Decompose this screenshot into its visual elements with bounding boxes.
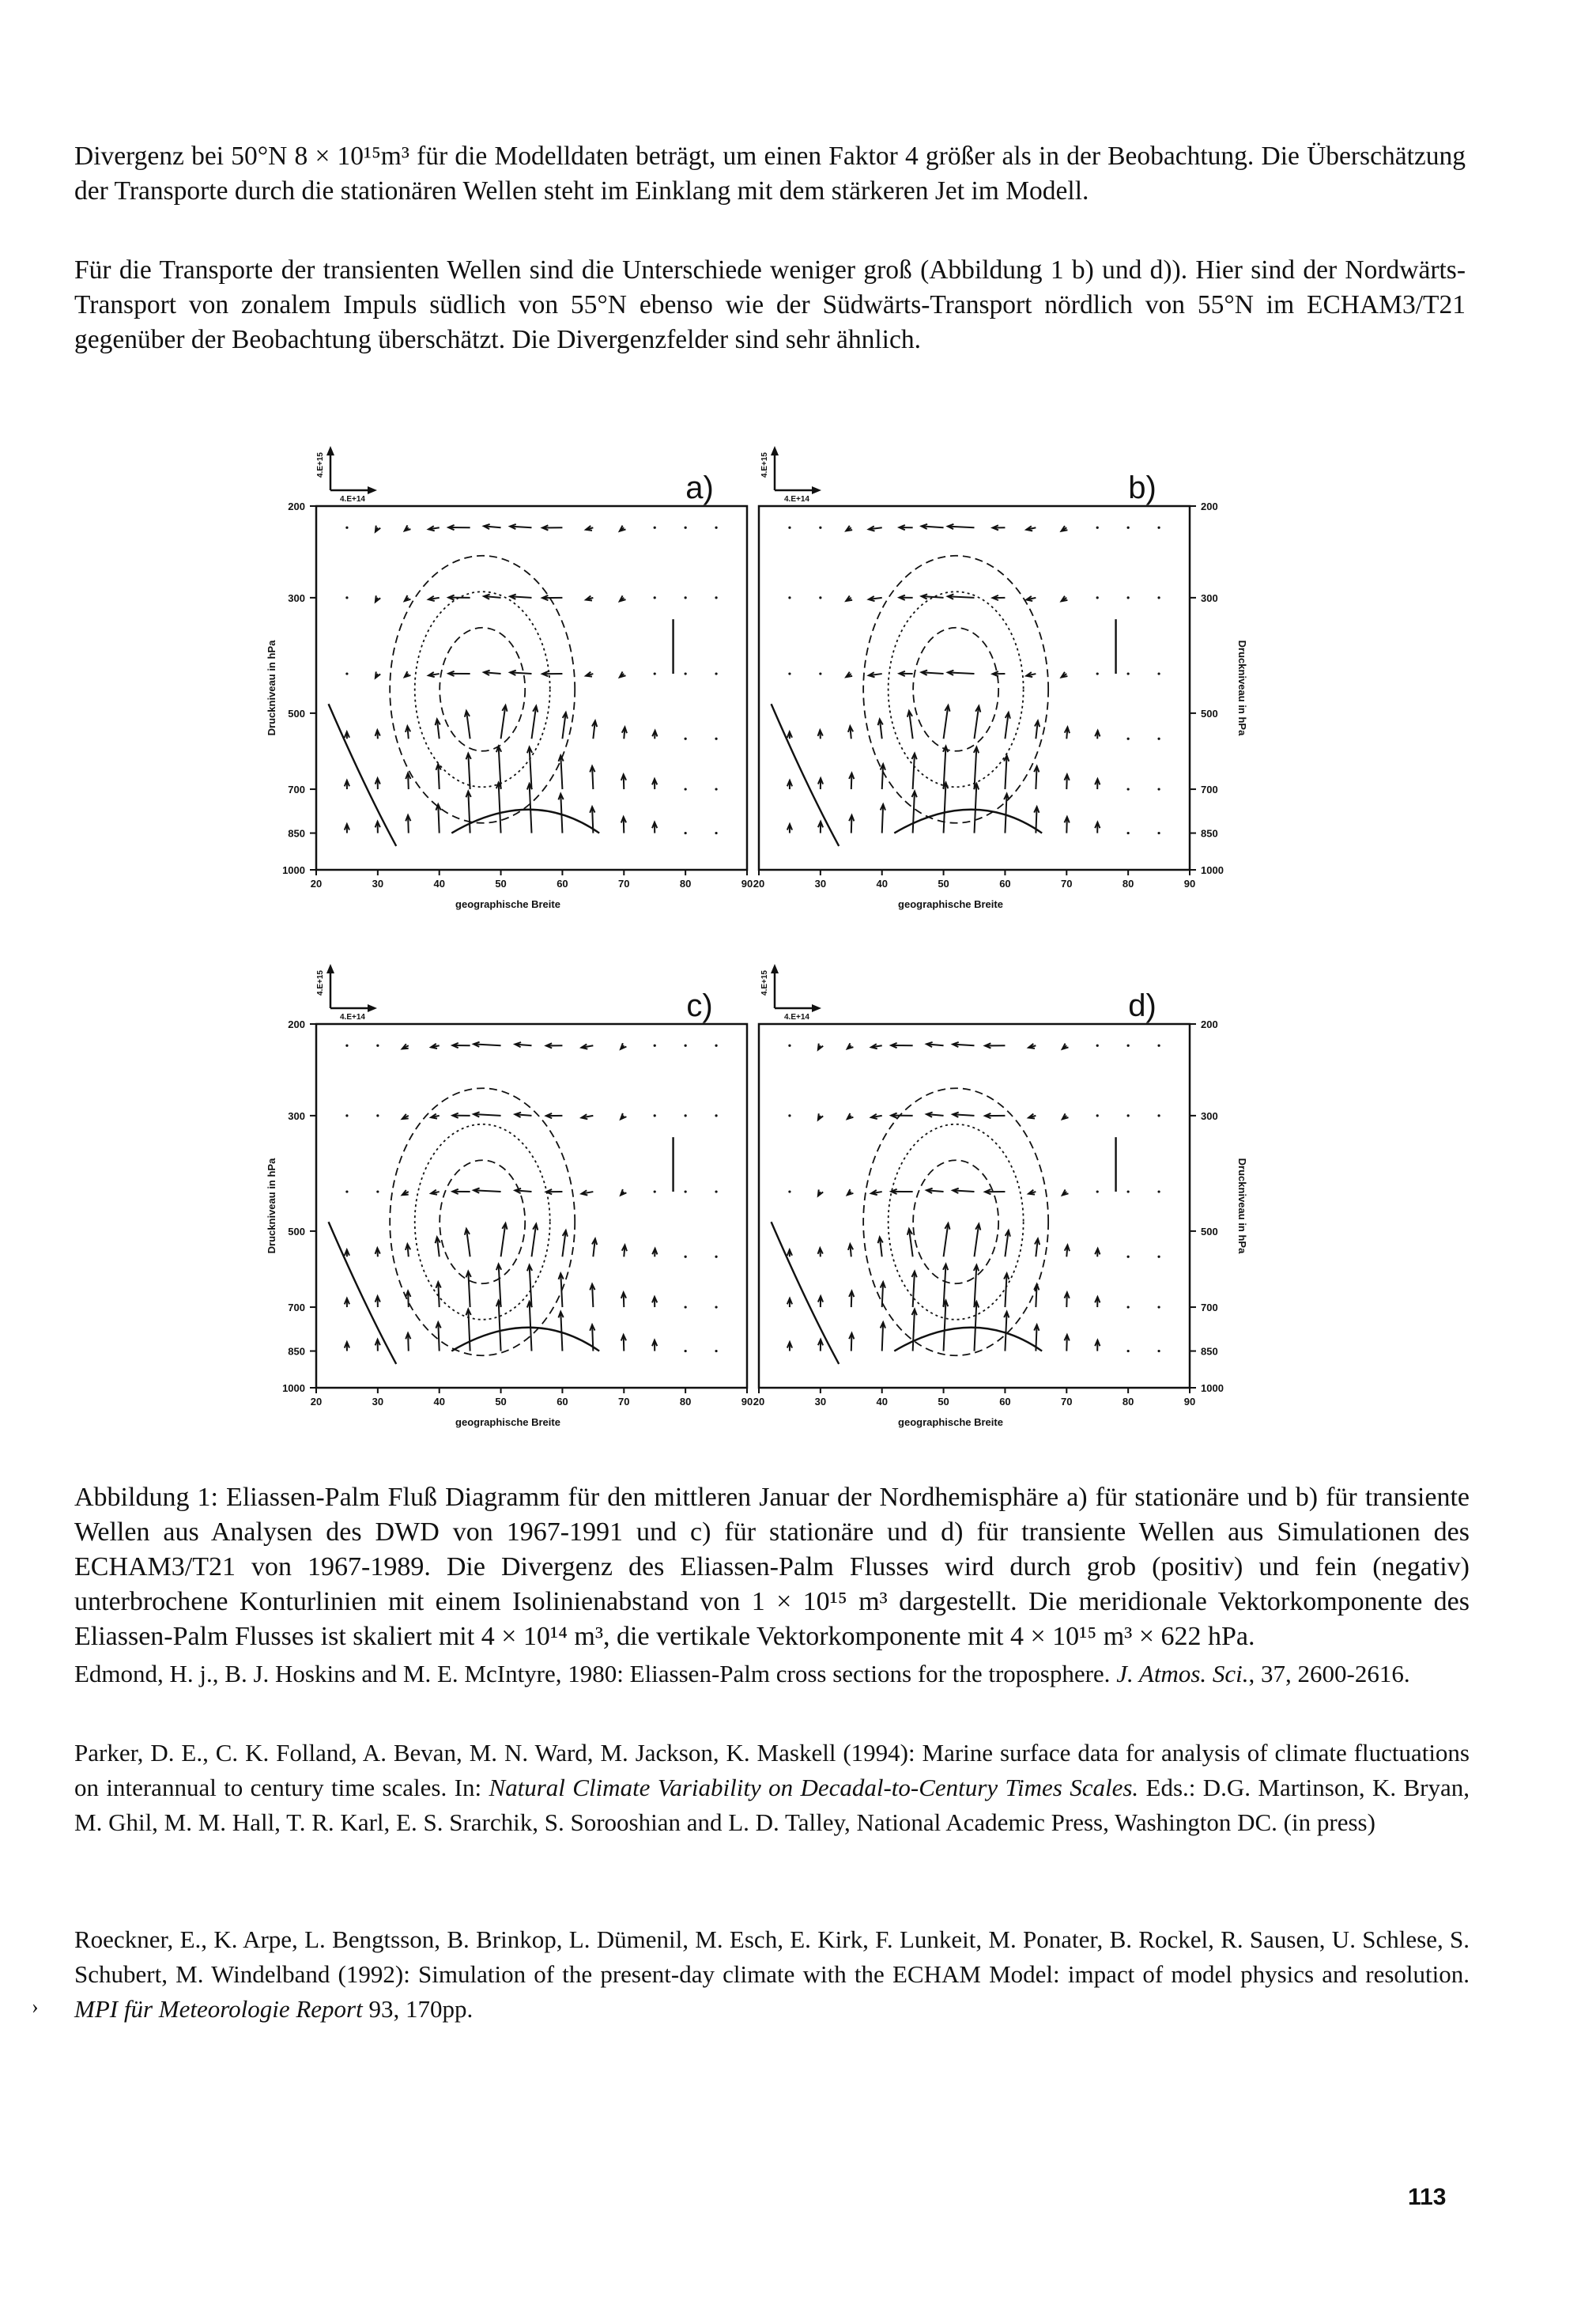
arrow-head xyxy=(771,964,779,973)
vector-dot xyxy=(685,672,687,675)
vector-dot xyxy=(715,672,717,675)
flux-vector xyxy=(438,804,439,833)
flux-vector xyxy=(975,1302,977,1351)
reference-vertical-label: 4.E+15 xyxy=(316,452,325,478)
divergence-contour-negative xyxy=(440,628,525,751)
caption-text: Eliassen-Palm Fluß Diagramm für den mittleren Januar der Nordhemisphäre a) für stationäre und b) für transiente Wellen aus Analysen des DWD von 1967-1991 und c) für stationäre und d) für transiente Wellen aus Simulationen des ECHAM3/T21 von 1967-1989. Die Divergenz des Eliassen-Palm Flusses wird durch grob (positiv) und fein (negativ) unterbrochene Konturlinien mit einem Isolinienabstand von 1 × 10¹⁵ m³ dargestellt. Die meridionale Vektorkomponente des Eliassen-Palm Flusses ist skaliert mit 4 × 10¹⁴ m³, die vertikale Vektorkomponente mit 4 × 10¹⁵ m³ × 622 hPa. xyxy=(74,1483,1470,1651)
arrow-head xyxy=(812,486,821,494)
x-axis-label: geographische Breite xyxy=(898,898,1003,910)
x-tick-label: 50 xyxy=(495,878,507,890)
flux-vector xyxy=(913,1272,915,1307)
x-tick-label: 90 xyxy=(741,878,753,890)
divergence-contour-negative xyxy=(889,591,1024,787)
reference-horizontal-label: 4.E+14 xyxy=(784,1013,809,1022)
flux-vector xyxy=(560,755,562,789)
vector-dot xyxy=(1127,672,1130,675)
y-tick-label: 1000 xyxy=(1201,1382,1224,1394)
vector-dot xyxy=(345,1190,348,1192)
x-tick-label: 60 xyxy=(557,878,568,890)
vector-dot xyxy=(1127,1190,1130,1192)
vector-dot xyxy=(1127,1045,1130,1047)
vector-dot xyxy=(715,788,717,790)
divergence-contour-positive xyxy=(894,1328,1042,1351)
y-tick-label: 850 xyxy=(1201,1345,1218,1358)
y-tick-label: 850 xyxy=(288,1345,305,1358)
flux-vector xyxy=(882,1322,883,1351)
flux-vector xyxy=(468,1272,470,1307)
x-tick-label: 20 xyxy=(310,878,323,890)
y-axis-label: Druckniveau in hPa xyxy=(1236,640,1248,736)
flux-vector xyxy=(1005,1273,1006,1307)
y-tick-label: 300 xyxy=(288,591,305,604)
vector-dot xyxy=(654,1114,656,1117)
x-tick-label: 80 xyxy=(679,1396,692,1408)
reference-horizontal-label: 4.E+14 xyxy=(340,495,365,504)
x-tick-label: 60 xyxy=(999,878,1011,890)
y-tick-label: 700 xyxy=(1201,1302,1218,1314)
panel-label: c) xyxy=(686,988,713,1023)
x-tick-label: 20 xyxy=(753,878,765,890)
y-tick-label: 700 xyxy=(1201,784,1218,796)
y-tick-label: 300 xyxy=(288,1109,305,1122)
flux-vector xyxy=(499,783,501,833)
vector-dot xyxy=(1127,1256,1130,1258)
flux-vector xyxy=(913,1309,915,1351)
vector-dot xyxy=(1127,1350,1130,1352)
vector-dot xyxy=(715,1114,717,1117)
panel-d xyxy=(735,937,1273,1443)
flux-vector xyxy=(882,804,883,833)
margin-mark: › xyxy=(32,1995,39,2018)
vector-dot xyxy=(715,1256,717,1258)
flux-vector xyxy=(975,784,977,833)
y-tick-label: 200 xyxy=(1201,501,1218,512)
divergence-contour-negative xyxy=(863,1088,1048,1355)
x-tick-label: 40 xyxy=(876,1396,888,1408)
flux-vector xyxy=(1005,794,1006,833)
x-tick-label: 80 xyxy=(1122,878,1134,890)
vector-dot xyxy=(1157,1114,1160,1117)
reference-vertical-label: 4.E+15 xyxy=(760,970,769,996)
y-tick-label: 500 xyxy=(1201,1225,1218,1238)
flux-vector xyxy=(1005,1312,1006,1351)
vector-dot xyxy=(685,527,687,529)
y-axis-label: Druckniveau in hPa xyxy=(1236,1158,1248,1254)
vector-dot xyxy=(654,1190,656,1192)
vector-dot xyxy=(1157,527,1160,529)
x-tick-label: 20 xyxy=(753,1396,765,1408)
vector-dot xyxy=(1127,1306,1130,1308)
flux-vector xyxy=(913,754,915,789)
vector-dot xyxy=(819,672,821,675)
x-tick-label: 60 xyxy=(999,1396,1011,1408)
divergence-contour-negative xyxy=(913,1160,998,1283)
divergence-contour-negative xyxy=(415,1124,550,1320)
reference-1: Edmond, H. j., B. J. Hoskins and M. E. McIntyre, 1980: Eliassen-Palm cross sections for the troposphere. J. Atmos. Sci., 37, 2600-2616. xyxy=(74,1660,1410,1687)
vector-dot xyxy=(1127,832,1130,834)
vector-dot xyxy=(715,1350,717,1352)
x-tick-label: 50 xyxy=(938,1396,949,1408)
reference-vertical-label: 4.E+15 xyxy=(316,970,325,996)
y-tick-label: 300 xyxy=(1201,591,1218,604)
x-tick-label: 40 xyxy=(433,878,445,890)
x-tick-label: 70 xyxy=(1061,878,1073,890)
y-tick-label: 700 xyxy=(288,1302,305,1314)
vector-dot xyxy=(715,1190,717,1192)
body-paragraph-2: Für die Transporte der transienten Wellen sind die Unterschiede weniger groß (Abbildung 1 b) und d)). Hier sind der Nordwärts-Transport von zonalem Impuls südlich von 55°N ebenso wie der Südwärts-Transport nördlich von 55°N im ECHAM3/T21 gegenüber der Beobachtung überschätzt. Die Divergenzfelder sind sehr ähnlich. xyxy=(74,255,1466,354)
x-tick-label: 90 xyxy=(1183,1396,1196,1408)
y-tick-label: 850 xyxy=(288,827,305,840)
vector-dot xyxy=(654,527,656,529)
vector-dot xyxy=(685,1114,687,1117)
vector-dot xyxy=(654,1045,656,1047)
vector-dot xyxy=(1157,1190,1160,1192)
vector-dot xyxy=(1157,788,1160,790)
vector-dot xyxy=(715,596,717,599)
y-tick-label: 200 xyxy=(288,501,305,512)
vector-dot xyxy=(788,596,790,599)
reference-horizontal-label: 4.E+14 xyxy=(340,1013,365,1022)
caption-label: Abbildung 1: xyxy=(74,1483,218,1512)
y-tick-label: 200 xyxy=(1201,1018,1218,1030)
vector-dot xyxy=(345,672,348,675)
vector-dot xyxy=(1127,1114,1130,1117)
vector-dot xyxy=(1096,596,1099,599)
vector-dot xyxy=(1127,738,1130,740)
y-tick-label: 1000 xyxy=(282,864,305,876)
x-tick-label: 30 xyxy=(372,878,384,890)
panel-a xyxy=(253,419,759,925)
y-tick-label: 500 xyxy=(288,1225,305,1238)
vector-dot xyxy=(1157,1256,1160,1258)
vector-dot xyxy=(1157,1045,1160,1047)
y-tick-label: 500 xyxy=(288,707,305,720)
divergence-contour-negative xyxy=(390,1088,575,1355)
vector-dot xyxy=(376,1045,379,1047)
vector-dot xyxy=(685,1190,687,1192)
x-axis-label: geographische Breite xyxy=(455,1416,560,1428)
vector-dot xyxy=(654,672,656,675)
panel-b xyxy=(735,419,1273,925)
arrow-head xyxy=(326,446,334,455)
vector-dot xyxy=(376,1114,379,1117)
panel-c xyxy=(253,937,759,1443)
y-axis-label: Druckniveau in hPa xyxy=(266,640,277,736)
vector-dot xyxy=(1157,672,1160,675)
x-tick-label: 40 xyxy=(876,878,888,890)
arrow-head xyxy=(326,964,334,973)
x-tick-label: 80 xyxy=(679,878,692,890)
flux-vector xyxy=(913,792,915,833)
vector-dot xyxy=(1096,1045,1099,1047)
y-tick-label: 850 xyxy=(1201,827,1218,840)
x-tick-label: 30 xyxy=(814,1396,827,1408)
vector-dot xyxy=(1157,596,1160,599)
flux-vector xyxy=(499,1301,501,1351)
x-tick-label: 50 xyxy=(938,878,949,890)
vector-dot xyxy=(1127,596,1130,599)
vector-dot xyxy=(345,1045,348,1047)
x-axis-label: geographische Breite xyxy=(455,898,560,910)
page-number: 113 xyxy=(1408,2184,1447,2210)
vector-dot xyxy=(685,738,687,740)
reference-vertical-label: 4.E+15 xyxy=(760,452,769,478)
panel-label: b) xyxy=(1128,470,1157,505)
y-tick-label: 200 xyxy=(288,1018,305,1030)
x-tick-label: 50 xyxy=(495,1396,507,1408)
flux-vector xyxy=(944,783,946,833)
vector-dot xyxy=(788,1114,790,1117)
body-paragraph-1: Divergenz bei 50°N 8 × 10¹⁵m³ für die Modelldaten beträgt, um einen Faktor 4 größer als in der Beobachtung. Die Überschätzung der Transporte durch die stationären Wellen steht im Einklang mit dem stärkeren Jet im Modell. xyxy=(74,142,1466,206)
vector-dot xyxy=(715,832,717,834)
vector-dot xyxy=(1127,788,1130,790)
vector-dot xyxy=(819,527,821,529)
reference-2: Parker, D. E., C. K. Folland, A. Bevan, M. N. Ward, M. Jackson, K. Maskell (1994): Marine surface data for analysis of climate fluctuations on interannual to century time scales. In: Natural Climate Variability on Decadal-to-Century Times Scales. Eds.: D.G. Martinson, K. Bryan, M. Ghil, M. M. Hall, T. R. Karl, E. S. Srarchik, S. Sorooshian and L. D. Talley, National Academic Press, Washington DC. (in press) xyxy=(74,1739,1470,1836)
vector-dot xyxy=(1157,1350,1160,1352)
vector-dot xyxy=(685,596,687,599)
divergence-contour-negative xyxy=(889,1124,1024,1320)
x-tick-label: 90 xyxy=(1183,878,1196,890)
vector-dot xyxy=(788,1045,790,1047)
x-tick-label: 30 xyxy=(372,1396,384,1408)
vector-dot xyxy=(345,527,348,529)
flux-vector xyxy=(530,784,532,833)
vector-dot xyxy=(788,1190,790,1192)
vector-dot xyxy=(685,1045,687,1047)
vector-dot xyxy=(685,832,687,834)
flux-vector xyxy=(530,1302,532,1351)
vector-dot xyxy=(685,1256,687,1258)
panel-label: a) xyxy=(685,470,714,505)
divergence-contour-negative xyxy=(863,556,1048,823)
x-tick-label: 30 xyxy=(814,878,827,890)
flux-vector xyxy=(944,1301,946,1351)
y-tick-label: 1000 xyxy=(282,1382,305,1394)
vector-dot xyxy=(685,788,687,790)
y-axis-label: Druckniveau in hPa xyxy=(266,1158,277,1254)
flux-vector xyxy=(468,1309,470,1351)
x-tick-label: 40 xyxy=(433,1396,445,1408)
reference-horizontal-label: 4.E+14 xyxy=(784,495,809,504)
vector-dot xyxy=(1096,672,1099,675)
arrow-head xyxy=(771,446,779,455)
vector-dot xyxy=(715,1306,717,1308)
divergence-contour-positive xyxy=(772,704,840,846)
arrow-head xyxy=(368,486,377,494)
vector-dot xyxy=(685,1350,687,1352)
vector-dot xyxy=(788,672,790,675)
vector-dot xyxy=(345,596,348,599)
divergence-contour-positive xyxy=(329,704,397,846)
vector-dot xyxy=(715,1045,717,1047)
panel-label: d) xyxy=(1128,988,1157,1023)
y-tick-label: 1000 xyxy=(1201,864,1224,876)
vector-dot xyxy=(715,527,717,529)
x-tick-label: 20 xyxy=(310,1396,323,1408)
divergence-contour-positive xyxy=(451,810,599,833)
vector-dot xyxy=(1096,527,1099,529)
x-axis-label: geographische Breite xyxy=(898,1416,1003,1428)
vector-dot xyxy=(1096,1190,1099,1192)
divergence-contour-negative xyxy=(440,1160,525,1283)
vector-dot xyxy=(788,527,790,529)
x-tick-label: 90 xyxy=(741,1396,753,1408)
divergence-contour-positive xyxy=(772,1222,840,1364)
x-tick-label: 80 xyxy=(1122,1396,1134,1408)
vector-dot xyxy=(345,1114,348,1117)
flux-vector xyxy=(438,1322,439,1351)
vector-dot xyxy=(819,596,821,599)
flux-vector xyxy=(468,792,470,833)
x-tick-label: 70 xyxy=(618,1396,630,1408)
flux-vector xyxy=(468,754,470,789)
x-tick-label: 70 xyxy=(1061,1396,1073,1408)
x-tick-label: 70 xyxy=(618,878,630,890)
arrow-head xyxy=(812,1004,821,1012)
x-tick-label: 60 xyxy=(557,1396,568,1408)
vector-dot xyxy=(715,738,717,740)
vector-dot xyxy=(1127,527,1130,529)
vector-dot xyxy=(376,1190,379,1192)
arrow-head xyxy=(368,1004,377,1012)
divergence-contour-negative xyxy=(913,628,998,751)
vector-dot xyxy=(654,596,656,599)
vector-dot xyxy=(1157,738,1160,740)
vector-dot xyxy=(1157,1306,1160,1308)
vector-dot xyxy=(685,1306,687,1308)
y-tick-label: 300 xyxy=(1201,1109,1218,1122)
divergence-contour-positive xyxy=(329,1222,397,1364)
y-tick-label: 700 xyxy=(288,784,305,796)
reference-3: Roeckner, E., K. Arpe, L. Bengtsson, B. Brinkop, L. Dümenil, M. Esch, E. Kirk, F. Lunkeit, M. Ponater, B. Rockel, R. Sausen, U. Schlese, S. Schubert, M. Windelband (1992): Simulation of the present-day climate with the ECHAM Model: impact of model physics and resolution. MPI für Meteorologie Report 93, 170pp. xyxy=(74,1925,1470,2023)
vector-dot xyxy=(1096,1114,1099,1117)
vector-dot xyxy=(1157,832,1160,834)
flux-vector xyxy=(1005,755,1006,789)
y-tick-label: 500 xyxy=(1201,707,1218,720)
figure-caption xyxy=(74,1480,1470,1654)
